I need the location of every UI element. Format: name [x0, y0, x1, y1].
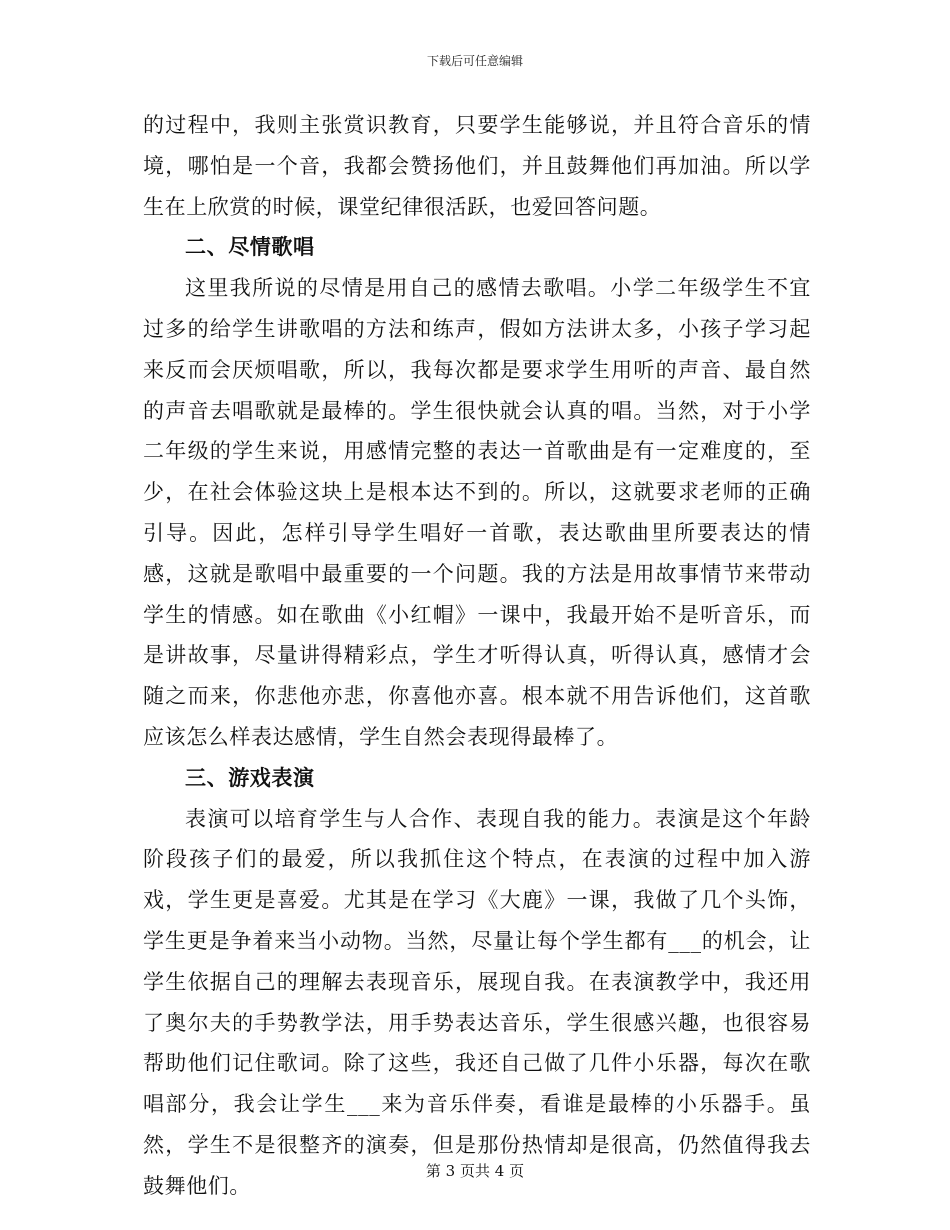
- paragraph-singing: 这里我所说的尽情是用自己的感情去歌唱。小学二年级学生不宜过多的给学生讲歌唱的方法和练声，假如方法讲太多，小孩子学习起来反而会厌烦唱歌，所以，我每次都是要求学生用听的声音、最自然的声音去唱歌就是最棒的。学生很快就会认真的唱。当然，对于小学二年级的学生来说，用感情完整的表达一首歌曲是有一定难度的，至少，在社会体验这块上是根本达不到的。所以，这就要求老师的正确引导。因此，怎样引导学生唱好一首歌，表达歌曲里所要表达的情感，这就是歌唱中最重要的一个问题。我的方法是用故事情节来带动学生的情感。如在歌曲《小红帽》一课中，我最开始不是听音乐，而是讲故事，尽量讲得精彩点，学生才听得认真，听得认真，感情才会随之而来，你悲他亦悲，你喜他亦喜。根本就不用告诉他们，这首歌应该怎么样表达感情，学生自然会表现得最棒了。: [143, 276, 811, 749]
- document-body: [143, 105, 811, 1207]
- page-number: 第 3 页共 4 页: [425, 1162, 525, 1180]
- paragraph-performance: 表演可以培育学生与人合作、表现自我的能力。表演是这个年龄阶段孩子们的最爱，所以我抓住这个特点，在表演的过程中加入游戏，学生更是喜爱。尤其是在学习《大鹿》一课，我做了几个头饰，学生更是争着来当小动物。当然，尽量让每个学生都有___的机会，让学生依据自己的理解去表现音乐，展现自我。在表演教学中，我还用了奥尔夫的手势教学法，用手势表达音乐，学生很感兴趣，也很容易帮助他们记住歌词。除了这些，我还自己做了几件小乐器，每次在歌唱部分，我会让学生___来为音乐伴奏，看谁是最棒的小乐器手。虽然，学生不是很整齐的演奏，但是那份热情却是很高，仍然值得我去鼓舞他们。: [143, 806, 811, 1198]
- page-header: 下载后可任意编辑: [426, 54, 523, 68]
- section-heading-performance: 三、游戏表演: [185, 765, 315, 790]
- section-heading-singing: 二、尽情歌唱: [185, 235, 315, 260]
- paragraph-intro: 的过程中，我则主张赏识教育，只要学生能够说，并且符合音乐的情境，哪怕是一个音，我都会赞扬他们，并且鼓舞他们再加油。所以学生在上欣赏的时候，课堂纪律很活跃，也爱回答问题。: [143, 113, 811, 219]
